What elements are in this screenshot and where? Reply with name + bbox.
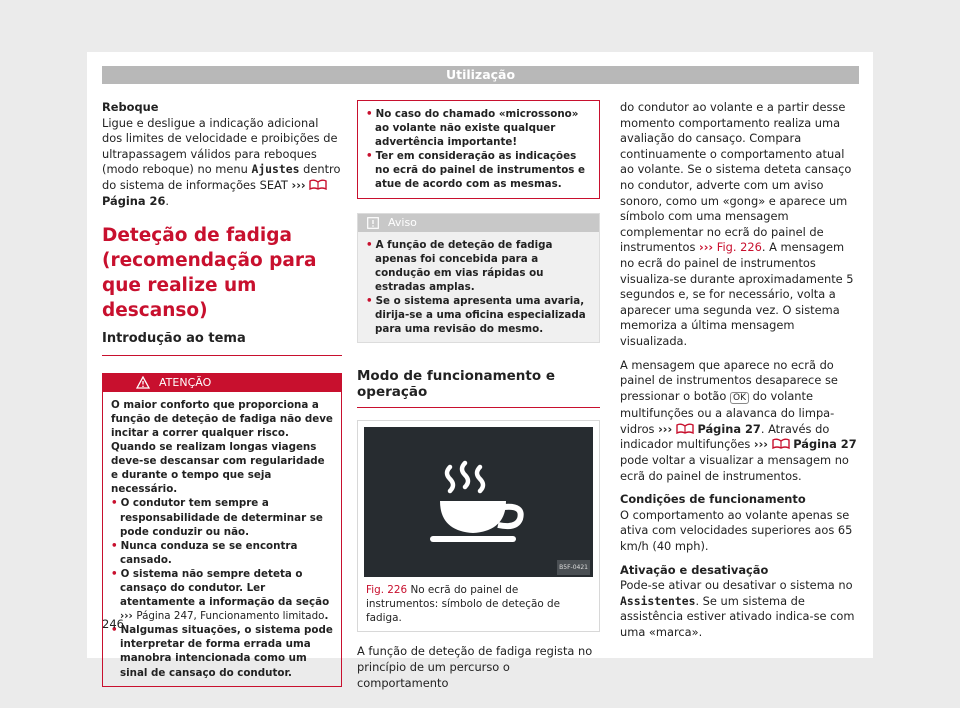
aviso-label: Aviso <box>388 215 417 229</box>
info-icon <box>367 217 379 229</box>
body-paragraph <box>620 358 860 485</box>
warning-bullet: • Nalgumas situações, o sistema pode interpretar de forma errada uma manobra intencionada como um sinal de cansaço do condutor. <box>111 623 333 679</box>
subheading-condicoes: Condições de funcionamento <box>620 492 806 507</box>
ref-arrow: ››› <box>291 177 306 192</box>
warning-box <box>102 373 342 687</box>
warning-label: ATENÇÃO <box>159 375 212 389</box>
body-paragraph <box>620 578 860 640</box>
warning-body <box>358 101 599 198</box>
column-left <box>102 100 342 687</box>
book-icon <box>772 438 790 449</box>
warning-bullet <box>111 567 333 623</box>
reboque-text: Ligue e desligue a indicação adicional dos limites de velocidade e proibições de ultrapassagem válidos para reboques (modo reboque) no menu <box>102 115 338 177</box>
dashboard-display-image <box>364 427 593 577</box>
punctuation: . <box>165 193 170 208</box>
warning-bullet: • O condutor tem sempre a responsabilidade de determinar se pode conduzir ou não. <box>111 496 333 538</box>
punctuation: . <box>324 610 329 623</box>
warning-header <box>103 374 341 392</box>
ajustes-menu-label: Ajustes <box>251 162 300 177</box>
aviso-header <box>358 214 599 232</box>
subheading-ativacao: Ativação e desativação <box>620 562 769 577</box>
warning-box-continued <box>357 100 600 199</box>
page-number: 246 <box>102 617 124 631</box>
aviso-box <box>357 213 600 344</box>
aviso-bullet: • A função de deteção de fadiga apenas foi concebida para a condução em vias rápidas ou estradas amplas. <box>366 238 591 294</box>
body-text: A mensagem que aparece no ecrã do painel de instrumentos desaparece se pressionar o botão <box>620 357 838 403</box>
column-right <box>620 100 860 641</box>
ref-arrow: ››› <box>699 240 714 255</box>
body-text: . Se um sistema de assistência estiver ativado indica-se com uma «marca». <box>620 593 855 639</box>
page-27-link[interactable]: Página 27 <box>793 437 857 452</box>
coffee-cup-icon <box>364 427 594 577</box>
warning-triangle-icon <box>136 376 150 389</box>
aviso-body <box>358 232 599 343</box>
column-middle <box>357 100 600 691</box>
figure-label: Fig. 226 <box>366 584 408 597</box>
reboque-paragraph <box>102 116 342 210</box>
aviso-bullet: • Se o sistema apresenta uma avaria, dirija-se a uma oficina especializada para uma revisão do mesmo. <box>366 294 591 336</box>
warning-bullet-text: O sistema não sempre deteta o cansaço do condutor. Ler atentamente a informação da seção <box>120 567 330 609</box>
page-header: Utilização <box>102 66 859 84</box>
body-paragraph: O comportamento ao volante apenas se ativa com velocidades superiores aos 65 km/h (40 mph). <box>620 507 853 554</box>
body-text: do condutor ao volante e a partir desse momento comportamento realiza uma avaliação do cansaço. Compara continuamente o comportamento atual ao volante. Se o sistema deteta cansaço no condutor, adverte com um aviso sonoro, como um «gong» e aparece um símbolo com uma mensagem complementar no ecrã do painel de instrumentos <box>620 100 852 255</box>
ref-arrow: ››› <box>658 421 673 436</box>
figure-caption <box>358 577 599 631</box>
body-paragraph: A função de deteção de fadiga regista no princípio de um percurso o comportamento <box>357 644 593 690</box>
page-26-link[interactable]: Página 26 <box>102 193 166 208</box>
warning-bullet: • Nunca conduza se se encontra cansado. <box>111 539 333 567</box>
ref-arrow: ››› <box>753 437 768 452</box>
ok-button-symbol: OK <box>730 392 749 404</box>
body-text: . Através do indicador multifunções <box>620 421 830 452</box>
book-icon <box>309 179 327 190</box>
reboque-text-2: dentro do sistema de informações SEAT <box>102 162 341 192</box>
figure-226 <box>357 420 600 632</box>
page-27-link[interactable]: Página 27 <box>697 421 761 436</box>
book-icon <box>676 423 694 434</box>
reboque-title: Reboque <box>102 100 159 114</box>
section-title-modo: Modo de funcionamento e operação <box>357 369 600 408</box>
body-text: pode voltar a visualizar a mensagem no ecrã do painel de instrumentos. <box>620 453 849 483</box>
section-title-fadiga: Deteção de fadiga (recomendação para que realize um descanso) <box>102 225 317 322</box>
figure-code: B5F-0421 <box>557 560 590 576</box>
section-subtitle: Introdução ao tema <box>102 331 342 356</box>
page-247-link[interactable]: Página 247, Funcionamento limitado <box>136 610 325 623</box>
fig-226-link[interactable]: Fig. 226 <box>716 240 762 255</box>
warning-bullet: • Ter em consideração as indicações no ecrã do painel de instrumentos e atue de acordo com as mesmas. <box>366 149 591 191</box>
body-text: Pode-se ativar ou desativar o sistema no <box>620 578 853 593</box>
warning-body <box>103 392 341 686</box>
figure-caption-text: No ecrã do painel de instrumentos: símbolo de deteção de fadiga. <box>366 584 560 625</box>
body-text: . A mensagem no ecrã do painel de instrumentos visualiza-se durante aproximadamente 5 segundos e, se for necessário, volta a aparecer uma segunda vez. O sistema memoriza a última mensagem visualizada. <box>620 240 854 348</box>
body-text: do volante multifunções ou a alavanca do limpa-vidros <box>620 388 835 436</box>
ref-arrow: ››› <box>120 610 133 623</box>
warning-bullet: • No caso do chamado «microssono» ao volante não existe qualquer advertência importante! <box>366 107 591 149</box>
body-paragraph <box>620 100 860 350</box>
warning-intro: O maior conforto que proporciona a função de deteção de fadiga não deve incitar a correr qualquer risco. Quando se realizam longas viagens deve-se descansar com regularidade e durante o tempo que seja necessário. <box>111 398 333 496</box>
assistentes-menu-label: Assistentes <box>620 593 696 608</box>
